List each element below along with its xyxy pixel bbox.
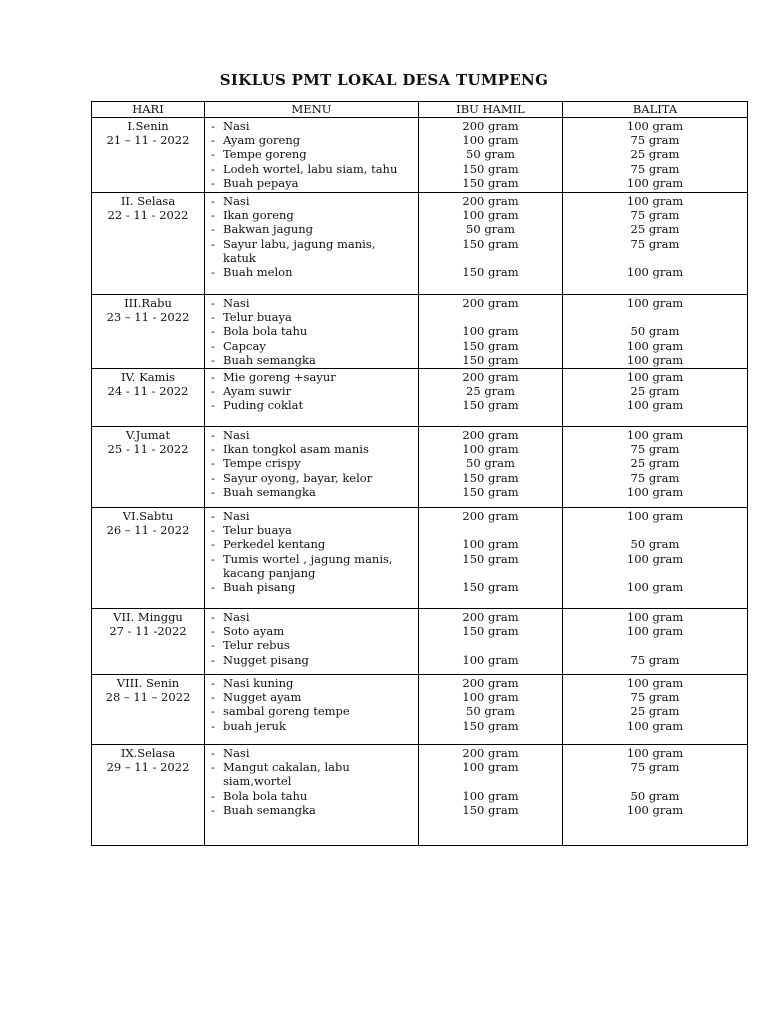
balita-amount: 100 gram — [626, 676, 684, 690]
day-date: 24 - 11 - 2022 — [107, 384, 189, 399]
menu-item: - Buah semangka — [211, 485, 418, 499]
menu-item: - sambal goreng tempe — [211, 704, 418, 718]
balita-amount: 100 gram — [626, 802, 684, 817]
table-body — [92, 118, 748, 846]
menu-cell — [205, 675, 419, 745]
menu-item: - Ayam suwir — [211, 384, 418, 398]
balita-amount: 100 gram — [626, 610, 684, 624]
ibu-hamil-cell — [419, 675, 563, 745]
balita-amount: 25 gram — [630, 147, 680, 162]
balita-amount: 25 gram — [630, 222, 680, 237]
menu-item: - Puding coklat — [211, 398, 418, 412]
balita-amount: 75 gram — [630, 690, 680, 705]
day-date: 23 – 11 - 2022 — [106, 310, 190, 325]
ibu-hamil-amount: 100 gram — [462, 442, 519, 457]
day-cell — [92, 295, 205, 369]
menu-cell — [205, 609, 419, 675]
day-name: II. Selasa — [120, 194, 176, 208]
day-name: VI.Sabtu — [122, 509, 174, 523]
ibu-hamil-amount: 150 gram — [462, 551, 519, 566]
table-row — [92, 193, 748, 295]
day-cell — [92, 745, 205, 846]
menu-item: - Nasi — [211, 296, 418, 310]
menu-cell — [205, 193, 419, 295]
balita-amount: 100 gram — [626, 296, 684, 310]
balita-amount: 100 gram — [626, 484, 684, 499]
menu-item: - Nasi — [211, 119, 418, 133]
table-row — [92, 675, 748, 745]
menu-cell — [205, 118, 419, 193]
ibu-hamil-amount: 50 gram — [466, 456, 515, 471]
menu-item: - Ikan tongkol asam manis — [211, 442, 418, 456]
header-menu: MENU — [205, 102, 419, 118]
menu-item: - Nasi — [211, 194, 418, 208]
table-row — [92, 295, 748, 369]
ibu-hamil-amount — [419, 310, 562, 324]
table-row — [92, 369, 748, 427]
menu-item: - Buah semangka — [211, 803, 418, 817]
balita-cell — [563, 675, 748, 745]
day-cell — [92, 609, 205, 675]
menu-item: - Nasi — [211, 509, 418, 523]
ibu-hamil-amount: 100 gram — [462, 324, 519, 339]
ibu-hamil-amount: 150 gram — [462, 484, 519, 499]
ibu-hamil-amount: 50 gram — [466, 222, 515, 237]
balita-amount: 100 gram — [626, 338, 684, 353]
day-name: IV. Kamis — [120, 370, 176, 384]
menu-item: - Nasi — [211, 746, 418, 760]
menu-cell — [205, 508, 419, 609]
balita-amount: 100 gram — [626, 352, 684, 367]
ibu-hamil-amount: 100 gram — [462, 133, 519, 148]
ibu-hamil-amount — [419, 774, 562, 788]
ibu-hamil-amount: 100 gram — [462, 537, 519, 552]
header-hari: HARI — [92, 102, 205, 118]
balita-amount: 75 gram — [630, 133, 680, 148]
day-date: 27 - 11 -2022 — [109, 624, 187, 639]
balita-amount: 50 gram — [630, 537, 680, 552]
day-cell — [92, 675, 205, 745]
menu-item: katuk — [223, 250, 256, 265]
table-row — [92, 118, 748, 193]
balita-amount: 100 gram — [626, 175, 684, 190]
ibu-hamil-amount: 150 gram — [462, 352, 519, 367]
ibu-hamil-cell — [419, 295, 563, 369]
ibu-hamil-amount: 200 gram — [462, 370, 519, 384]
menu-item: - Buah semangka — [211, 353, 418, 367]
day-date: 28 – 11 – 2022 — [105, 690, 191, 705]
menu-cell — [205, 745, 419, 846]
day-date: 22 - 11 - 2022 — [107, 208, 189, 223]
header-ibu-hamil: IBU HAMIL — [419, 102, 563, 118]
menu-item: - Sayur oyong, bayar, kelor — [211, 471, 418, 485]
menu-item: - buah jeruk — [211, 719, 418, 733]
menu-cell — [205, 295, 419, 369]
header-balita: BALITA — [563, 102, 748, 118]
menu-item: - Soto ayam — [211, 624, 418, 638]
ibu-hamil-amount: 200 gram — [462, 746, 519, 760]
ibu-hamil-amount: 150 gram — [462, 161, 519, 176]
day-cell — [92, 427, 205, 508]
ibu-hamil-amount — [419, 638, 562, 652]
ibu-hamil-amount: 200 gram — [462, 509, 519, 523]
balita-amount — [563, 566, 747, 580]
day-name: VII. Minggu — [113, 610, 183, 624]
balita-amount — [563, 523, 747, 537]
ibu-hamil-amount — [419, 523, 562, 537]
balita-cell — [563, 427, 748, 508]
menu-item: - Tumis wortel , jagung manis, — [211, 552, 418, 566]
menu-item: - Ayam goreng — [211, 133, 418, 147]
ibu-hamil-amount: 150 gram — [462, 470, 519, 485]
day-cell — [92, 193, 205, 295]
balita-cell — [563, 295, 748, 369]
balita-amount — [563, 774, 747, 788]
balita-amount: 100 gram — [626, 551, 684, 566]
balita-amount — [563, 638, 747, 652]
balita-amount: 100 gram — [626, 624, 684, 639]
ibu-hamil-amount: 150 gram — [462, 579, 519, 594]
menu-item: - Bola bola tahu — [211, 789, 418, 803]
ibu-hamil-amount: 25 gram — [466, 384, 515, 399]
balita-amount: 100 gram — [626, 428, 684, 442]
menu-item: - Nugget pisang — [211, 653, 418, 667]
balita-amount: 75 gram — [630, 760, 680, 775]
menu-item: - Buah melon — [211, 265, 418, 279]
menu-cell — [205, 369, 419, 427]
balita-amount: 50 gram — [630, 324, 680, 339]
balita-amount: 100 gram — [626, 509, 684, 523]
balita-amount: 75 gram — [630, 652, 680, 667]
ibu-hamil-amount: 50 gram — [466, 147, 515, 162]
balita-amount: 25 gram — [630, 384, 680, 399]
balita-cell — [563, 609, 748, 675]
balita-amount: 75 gram — [630, 470, 680, 485]
menu-item: siam,wortel — [223, 774, 292, 789]
day-name: V.Jumat — [125, 428, 171, 442]
balita-amount: 75 gram — [630, 442, 680, 457]
ibu-hamil-amount: 100 gram — [462, 760, 519, 775]
ibu-hamil-cell — [419, 508, 563, 609]
balita-amount: 100 gram — [626, 398, 684, 413]
ibu-hamil-amount: 100 gram — [462, 652, 519, 667]
ibu-hamil-amount: 50 gram — [466, 704, 515, 719]
day-name: III.Rabu — [124, 296, 172, 310]
ibu-hamil-amount: 200 gram — [462, 428, 519, 442]
menu-item: - Sayur labu, jagung manis, — [211, 237, 418, 251]
table-header-row — [92, 102, 748, 118]
menu-item: - Lodeh wortel, labu siam, tahu — [211, 162, 418, 176]
ibu-hamil-amount: 200 gram — [462, 296, 519, 310]
ibu-hamil-amount: 150 gram — [462, 338, 519, 353]
ibu-hamil-amount: 200 gram — [462, 676, 519, 690]
balita-amount: 100 gram — [626, 119, 684, 133]
ibu-hamil-cell — [419, 745, 563, 846]
table-row — [92, 745, 748, 846]
menu-item: - Bola bola tahu — [211, 324, 418, 338]
ibu-hamil-cell — [419, 193, 563, 295]
ibu-hamil-amount — [419, 566, 562, 580]
table-row — [92, 508, 748, 609]
ibu-hamil-amount: 100 gram — [462, 690, 519, 705]
ibu-hamil-cell — [419, 118, 563, 193]
ibu-hamil-amount: 150 gram — [462, 265, 519, 279]
balita-amount — [563, 310, 747, 324]
balita-amount: 25 gram — [630, 456, 680, 471]
menu-item: - Telur rebus — [211, 638, 418, 652]
menu-item: - Nasi kuning — [211, 676, 418, 690]
day-name: I.Senin — [127, 119, 169, 133]
menu-item: - Capcay — [211, 339, 418, 353]
day-cell — [92, 508, 205, 609]
table-row — [92, 609, 748, 675]
balita-amount: 100 gram — [626, 746, 684, 760]
balita-cell — [563, 118, 748, 193]
menu-item: - Perkedel kentang — [211, 537, 418, 551]
ibu-hamil-amount: 200 gram — [462, 119, 519, 133]
balita-amount: 100 gram — [626, 718, 684, 733]
day-date: 25 - 11 - 2022 — [107, 442, 189, 457]
ibu-hamil-cell — [419, 427, 563, 508]
balita-amount: 100 gram — [626, 370, 684, 384]
table-row — [92, 427, 748, 508]
menu-item: - Nasi — [211, 610, 418, 624]
ibu-hamil-cell — [419, 609, 563, 675]
menu-item: - Nasi — [211, 428, 418, 442]
menu-item: - Telur buaya — [211, 523, 418, 537]
balita-amount: 75 gram — [630, 208, 680, 223]
ibu-hamil-amount: 150 gram — [462, 624, 519, 639]
balita-cell — [563, 745, 748, 846]
balita-amount: 50 gram — [630, 788, 680, 803]
menu-item: - Tempe goreng — [211, 147, 418, 161]
menu-item: - Tempe crispy — [211, 456, 418, 470]
menu-item: - Mangut cakalan, labu — [211, 760, 418, 774]
balita-amount: 100 gram — [626, 579, 684, 594]
menu-item: kacang panjang — [223, 565, 316, 580]
ibu-hamil-amount: 100 gram — [462, 208, 519, 223]
balita-amount: 75 gram — [630, 161, 680, 176]
balita-amount: 75 gram — [630, 236, 680, 251]
ibu-hamil-amount — [419, 251, 562, 265]
balita-cell — [563, 193, 748, 295]
menu-item: - Bakwan jagung — [211, 222, 418, 236]
balita-amount: 100 gram — [626, 265, 684, 279]
ibu-hamil-amount: 150 gram — [462, 398, 519, 413]
ibu-hamil-amount: 150 gram — [462, 802, 519, 817]
day-date: 26 – 11 - 2022 — [106, 523, 190, 538]
balita-amount — [563, 251, 747, 265]
ibu-hamil-amount: 200 gram — [462, 194, 519, 208]
day-date: 29 – 11 - 2022 — [106, 760, 190, 775]
ibu-hamil-amount: 150 gram — [462, 175, 519, 190]
menu-item: - Mie goreng +sayur — [211, 370, 418, 384]
day-cell — [92, 118, 205, 193]
menu-cell — [205, 427, 419, 508]
balita-amount: 25 gram — [630, 704, 680, 719]
day-name: IX.Selasa — [120, 746, 176, 760]
menu-item: - Nugget ayam — [211, 690, 418, 704]
menu-item: - Buah pisang — [211, 580, 418, 594]
ibu-hamil-amount: 100 gram — [462, 788, 519, 803]
ibu-hamil-amount: 200 gram — [462, 610, 519, 624]
menu-item: - Buah pepaya — [211, 176, 418, 190]
day-date: 21 – 11 - 2022 — [106, 133, 190, 148]
balita-cell — [563, 369, 748, 427]
ibu-hamil-cell — [419, 369, 563, 427]
balita-cell — [563, 508, 748, 609]
day-name: VIII. Senin — [116, 676, 180, 690]
document-title: SIKLUS PMT LOKAL DESA TUMPENG — [219, 71, 549, 89]
day-cell — [92, 369, 205, 427]
menu-item: - Ikan goreng — [211, 208, 418, 222]
ibu-hamil-amount: 150 gram — [462, 236, 519, 251]
balita-amount: 100 gram — [626, 194, 684, 208]
menu-schedule-table — [91, 101, 748, 846]
ibu-hamil-amount: 150 gram — [462, 718, 519, 733]
menu-item: - Telur buaya — [211, 310, 418, 324]
